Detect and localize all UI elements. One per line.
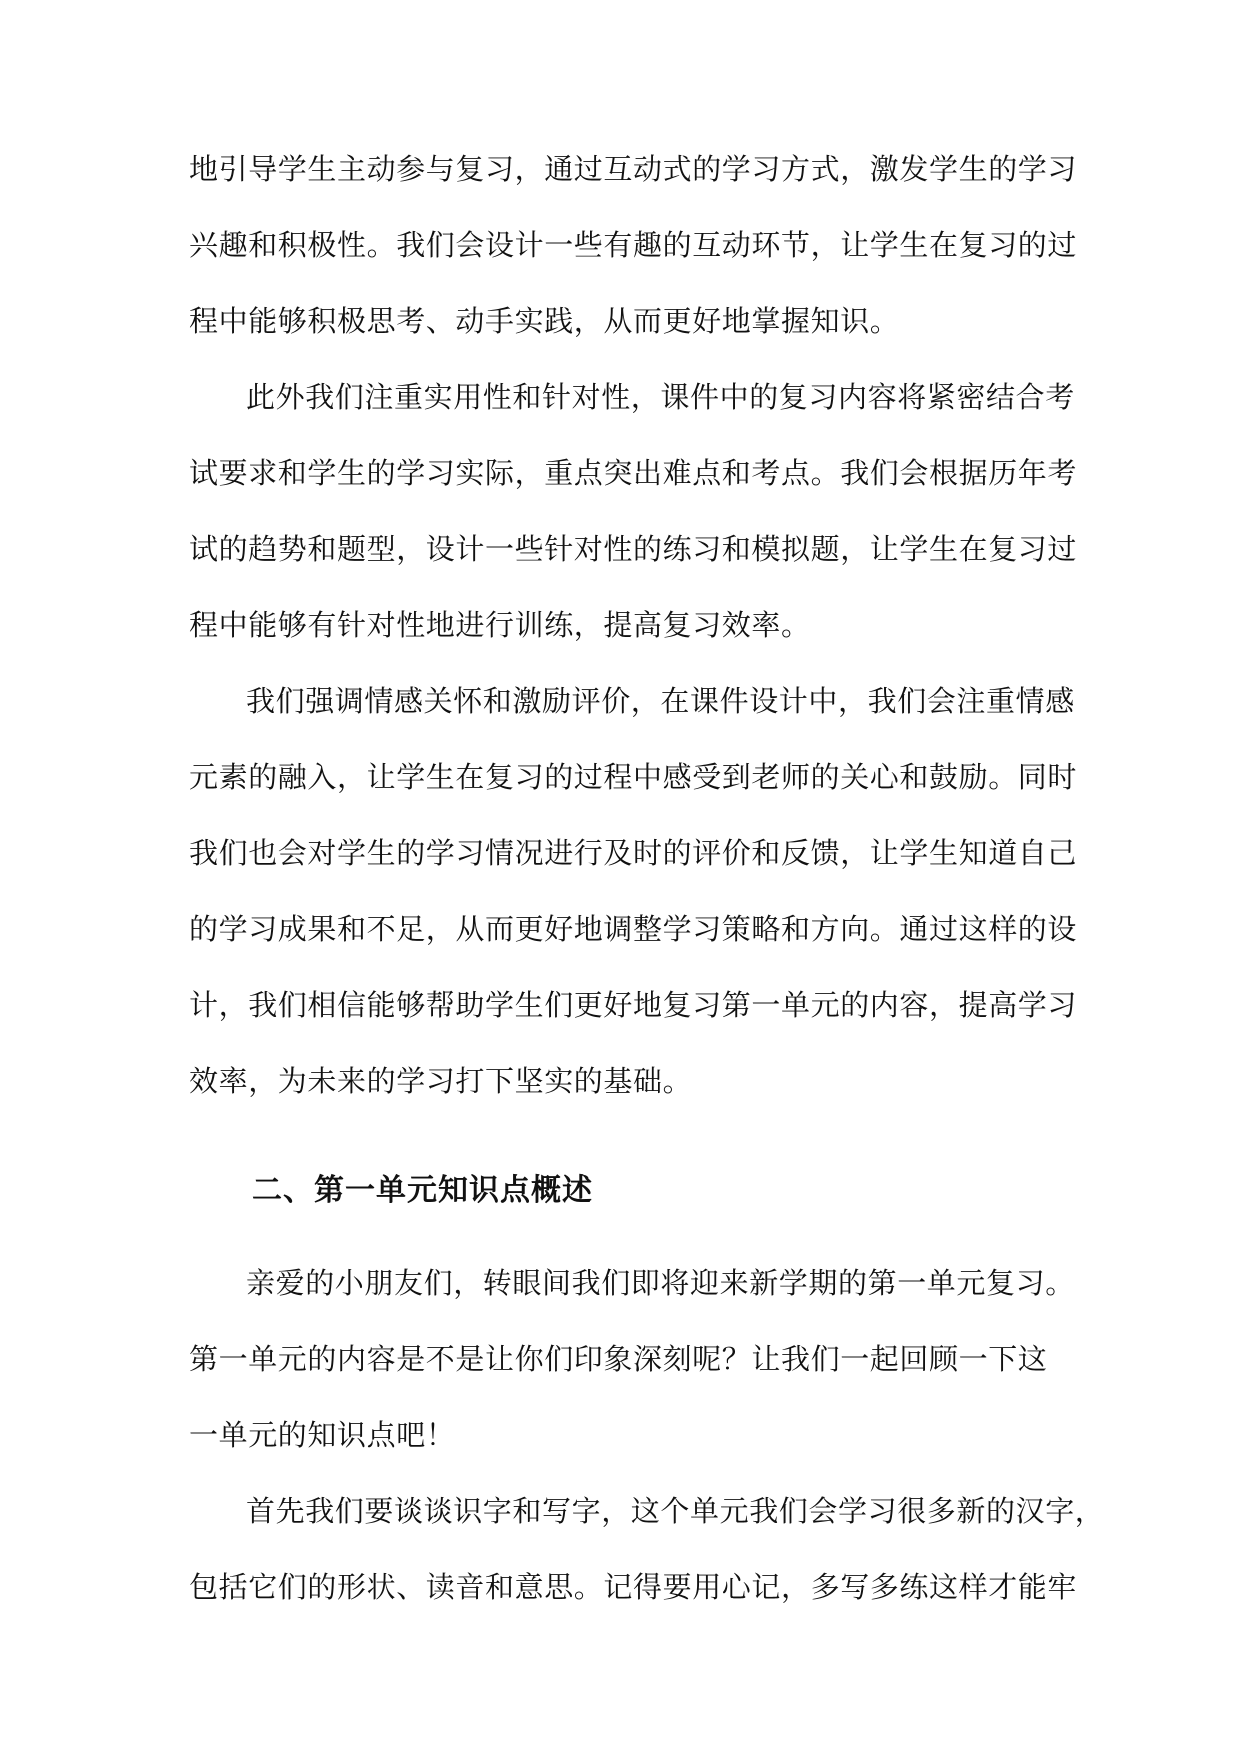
section-paragraph-2-line-2: 包括它们的形状、读音和意思。记得要用心记，多写多练这样才能牢 bbox=[189, 1570, 1078, 1604]
paragraph-1-line-2: 兴趣和积极性。我们会设计一些有趣的互动环节，让学生在复习的过 bbox=[189, 228, 1078, 262]
paragraph-3-line-3: 我们也会对学生的学习情况进行及时的评价和反馈，让学生知道自己 bbox=[189, 836, 1078, 870]
section-paragraph-1-line-2: 第一单元的内容是不是让你们印象深刻呢？让我们一起回顾一下这 bbox=[189, 1342, 1048, 1376]
paragraph-3-line-1: 我们强调情感关怀和激励评价，在课件设计中，我们会注重情感 bbox=[246, 684, 1075, 718]
section-paragraph-1-line-3: 一单元的知识点吧！ bbox=[189, 1418, 456, 1452]
paragraph-3-line-4: 的学习成果和不足，从而更好地调整学习策略和方向。通过这样的设 bbox=[189, 912, 1078, 946]
paragraph-1-line-3: 程中能够积极思考、动手实践，从而更好地掌握知识。 bbox=[189, 304, 900, 338]
paragraph-3-line-6: 效率，为未来的学习打下坚实的基础。 bbox=[189, 1064, 693, 1098]
paragraph-1-line-1: 地引导学生主动参与复习，通过互动式的学习方式，激发学生的学习 bbox=[189, 152, 1078, 186]
paragraph-2-line-1: 此外我们注重实用性和针对性，课件中的复习内容将紧密结合考 bbox=[246, 380, 1075, 414]
paragraph-3-line-5: 计，我们相信能够帮助学生们更好地复习第一单元的内容，提高学习 bbox=[189, 988, 1078, 1022]
paragraph-2-line-3: 试的趋势和题型，设计一些针对性的练习和模拟题，让学生在复习过 bbox=[189, 532, 1078, 566]
section-paragraph-1-line-1: 亲爱的小朋友们，转眼间我们即将迎来新学期的第一单元复习。 bbox=[246, 1266, 1075, 1300]
section-paragraph-2-line-1: 首先我们要谈谈识字和写字，这个单元我们会学习很多新的汉字， bbox=[246, 1494, 1105, 1528]
paragraph-2-line-4: 程中能够有针对性地进行训练，提高复习效率。 bbox=[189, 608, 811, 642]
paragraph-2-line-2: 试要求和学生的学习实际，重点突出难点和考点。我们会根据历年考 bbox=[189, 456, 1078, 490]
section-heading: 二、第一单元知识点概述 bbox=[252, 1173, 593, 1208]
paragraph-3-line-2: 元素的融入，让学生在复习的过程中感受到老师的关心和鼓励。同时 bbox=[189, 760, 1078, 794]
